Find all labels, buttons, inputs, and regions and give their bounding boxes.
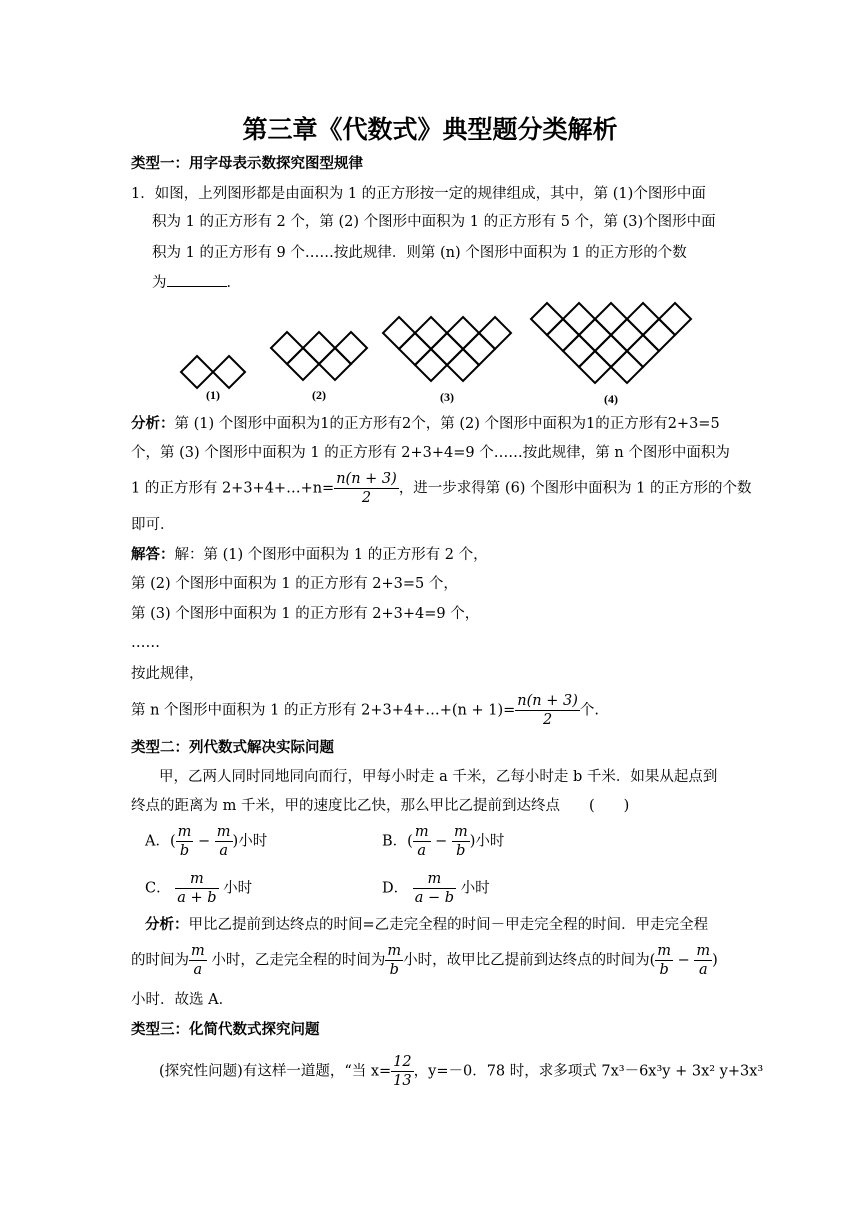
analysis-2-line-2: 的时间为 $\frac{m}{a}$ 小时，乙走完全程的时间为 $\frac{m}{b}$ 小时，故甲比乙提前到达终点的时间为( $\frac{m}{b}$ − $\frac{m}{a}$ ) bbox=[131, 943, 718, 978]
section-heading-2: 类型二：列代数式解决实际问题 bbox=[131, 740, 334, 756]
unit-square bbox=[531, 303, 563, 335]
analysis-1-line-4: 即可． bbox=[131, 517, 175, 533]
unit-square bbox=[595, 335, 627, 367]
unit-square bbox=[563, 335, 595, 367]
square-pattern-figure bbox=[0, 292, 860, 412]
unit-square bbox=[181, 356, 213, 388]
unit-square bbox=[611, 319, 643, 351]
unit-square bbox=[383, 317, 415, 349]
unit-square bbox=[463, 333, 495, 365]
unit-square bbox=[271, 332, 303, 364]
question-1-line-4: 为 ． bbox=[152, 272, 241, 293]
answer-1-line-6: 第 n 个图形中面积为 1 的正方形有 2+3+4+…+(n + 1)= $\frac{n(n + 3)}{2}$ 个. bbox=[131, 693, 599, 728]
unit-square bbox=[563, 303, 595, 335]
option-b: B．( $\frac{m}{a}$ − $\frac{m}{b}$ )小时 bbox=[382, 824, 505, 859]
answer-1-line-4: …… bbox=[131, 635, 160, 651]
figure-label-1: (1) bbox=[206, 388, 220, 402]
unit-square bbox=[415, 349, 447, 381]
analysis-1-line-3: 1 的正方形有 2+3+4+…+n= $\frac{n(n + 3)}{2}$ ，进一步求得第 (6) 个图形中面积为 1 的正方形的个数 bbox=[131, 471, 752, 506]
option-a: A．( $\frac{m}{b}$ − $\frac{m}{a}$ )小时 bbox=[145, 824, 268, 859]
unit-square bbox=[579, 351, 611, 383]
unit-square bbox=[213, 356, 245, 388]
unit-square bbox=[659, 303, 691, 335]
figure-label-2: (2) bbox=[312, 388, 326, 402]
question-1-line-1: 1．如图，上列图形都是由面积为 1 的正方形按一定的规律组成，其中，第 (1)个图形中面 bbox=[131, 186, 706, 202]
unit-square bbox=[627, 335, 659, 367]
answer-1-line-1: 解答：解：第 (1) 个图形中面积为 1 的正方形有 2 个， bbox=[131, 547, 488, 563]
unit-square bbox=[479, 317, 511, 349]
unit-square bbox=[611, 351, 643, 383]
question-2-line-2: 终点的距离为 m 千米，甲的速度比乙快，那么甲比乙提前到达终点 ( ) bbox=[131, 798, 630, 814]
question-1-line-2: 积为 1 的正方形有 2 个，第 (2) 个图形中面积为 1 的正方形有 5 个，第 (3)个图形中面 bbox=[152, 214, 716, 230]
answer-1-line-5: 按此规律， bbox=[131, 666, 204, 682]
answer-blank bbox=[167, 272, 227, 287]
unit-square bbox=[627, 303, 659, 335]
unit-square bbox=[547, 319, 579, 351]
question-2-line-1: 甲，乙两人同时同地同向而行，甲每小时走 a 千米，乙每小时走 b 千米．如果从起点到 bbox=[159, 769, 718, 785]
figure-label-4: (4) bbox=[604, 392, 618, 406]
unit-square bbox=[319, 348, 351, 380]
unit-square bbox=[447, 349, 479, 381]
figure-labels bbox=[206, 388, 618, 406]
unit-square bbox=[415, 317, 447, 349]
question-3-line-1: (探究性问题)有这样一道题，“当 x= $\frac{12}{13}$ ，y=－0．78 时，求多项式 7x³－6x³y + 3x² y+3x³ bbox=[159, 1054, 764, 1089]
fraction-n-n-plus-3-over-2: $\frac{n(n + 3)}{2}$ bbox=[517, 693, 578, 728]
unit-square bbox=[287, 348, 319, 380]
unit-square bbox=[303, 332, 335, 364]
unit-square bbox=[643, 319, 675, 351]
option-d: D． $\frac{m}{a - b}$ 小时 bbox=[382, 871, 490, 906]
analysis-1-line-2: 个，第 (3) 个图形中面积为 1 的正方形有 2+3+4=9 个……按此规律，第 n 个图形中面积为 bbox=[131, 445, 730, 461]
analysis-2-line-3: 小时．故选 A． bbox=[131, 992, 234, 1008]
answer-1-line-2: 第 (2) 个图形中面积为 1 的正方形有 2+3=5 个， bbox=[131, 576, 458, 592]
question-1-line-3: 积为 1 的正方形有 9 个……按此规律．则第 (n) 个图形中面积为 1 的正方形的个数 bbox=[152, 245, 687, 261]
unit-square bbox=[335, 332, 367, 364]
section-heading-1: 类型一：用字母表示数探究图型规律 bbox=[131, 156, 363, 172]
analysis-2-line-1: 分析：甲比乙提前到达终点的时间=乙走完全程的时间－甲走完全程的时间．甲走完全程 bbox=[145, 917, 709, 933]
analysis-1-line-1: 分析：第 (1) 个图形中面积为1的正方形有2个，第 (2) 个图形中面积为1的正方形有2+3=5 bbox=[131, 416, 720, 432]
section-heading-3: 类型三：化简代数式探究问题 bbox=[131, 1022, 320, 1038]
unit-square bbox=[447, 317, 479, 349]
unit-square bbox=[431, 333, 463, 365]
unit-square bbox=[579, 319, 611, 351]
page-title: 第三章《代数式》典型题分类解析 bbox=[242, 115, 618, 144]
figure-label-3: (3) bbox=[440, 390, 454, 404]
answer-1-line-3: 第 (3) 个图形中面积为 1 的正方形有 2+3+4=9 个， bbox=[131, 606, 480, 622]
unit-square bbox=[595, 303, 627, 335]
option-c: C． $\frac{m}{a + b}$ 小时 bbox=[145, 871, 253, 906]
fraction-n-n-plus-3-over-2: $\frac{n(n + 3)}{2}$ bbox=[336, 471, 397, 506]
unit-square bbox=[399, 333, 431, 365]
